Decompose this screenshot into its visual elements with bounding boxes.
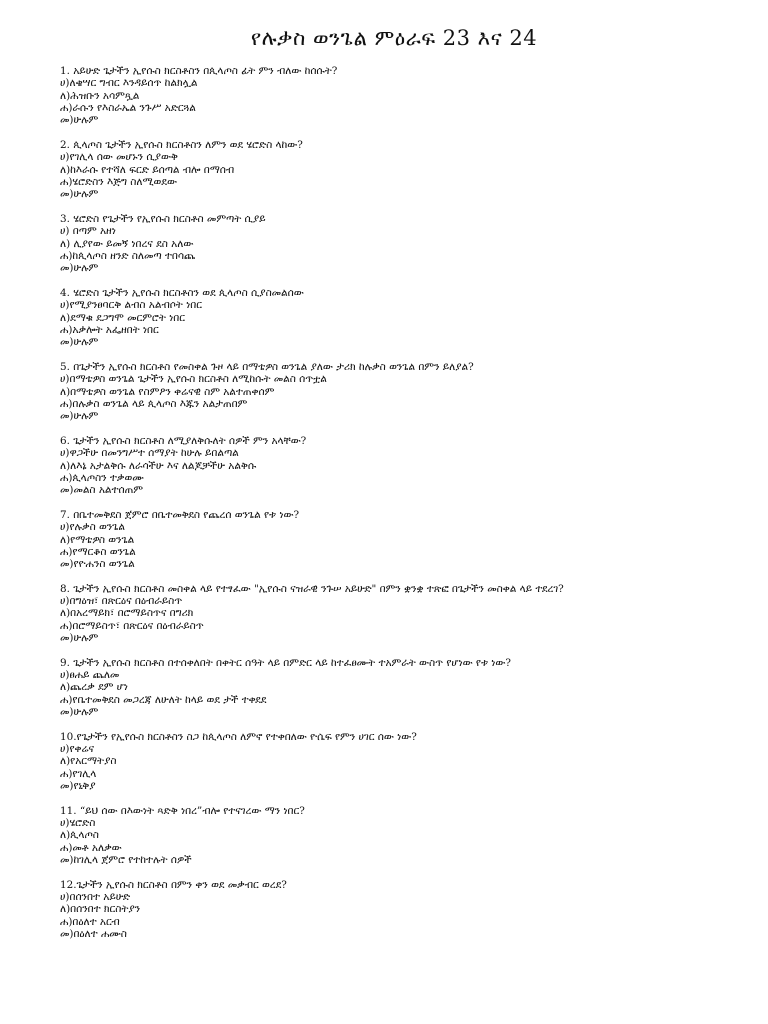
question-block (60, 139, 728, 200)
answer-option: ሐ)የማርቆስ ወንጌል (60, 545, 136, 558)
answer-option: ሀ)በሰንበተ አይሁድ (60, 891, 131, 904)
answer-option: ለ) ሊያየው ይመኝ ነበረና ደስ አለው (60, 237, 194, 250)
answer-option: መ)መልስ አልተሰጠም (60, 484, 143, 497)
page-title: የሉቃስ ወንጌል ምዕራፍ 23 እና 24 (250, 26, 538, 50)
answer-option: ሀ)በግዕዝ፣ በጽርዕና በዕብራይስጥ (60, 595, 183, 608)
answer-option: መ)ሁሉም (60, 188, 99, 201)
answer-option: ለ)የአርማትያስ (60, 755, 117, 768)
question-text: 11. “ይህ ሰው በእውነት ጻድቅ ነበረ”ብሎ የተናገረው ማን ነበር? (60, 804, 305, 817)
answer-option: ሐ)መቶ አለቃው (60, 841, 122, 854)
answer-option: ሐ)አቃሎት አፌዘበት ነበር (60, 323, 159, 336)
question-text: 6. ጌታችን ኢየሱስ ክርስቶስ ለሚያለቅሱለት ሰዎች ምን አላቸው? (60, 434, 307, 447)
question-text: 1. አይሁድ ጌታችን ኢየሱስ ክርስቶስን በጲላጦስ ፊት ምን ብለው ከሰሱት? (60, 65, 338, 77)
answer-option: ሀ)ሄሮድስ (60, 817, 96, 830)
question-block (60, 657, 728, 718)
answer-option: ሀ)ፀሐይ ጨለመ (60, 669, 120, 682)
question-block (60, 435, 728, 496)
answer-option: ሀ)ዋጋችሁ በመንግሥተ ሰማያት ከሁሉ ይበልጣል (60, 447, 239, 460)
question-text: 9. ጌታችን ኢየሱስ ክርስቶስ በተሰቀለበት በቀትር ሰዓት ላይ በምድር ላይ ከተፈፀሙት ተአምራት ውስጥ የሆነው የቱ ነው? (60, 656, 511, 669)
question-block (60, 731, 728, 792)
answer-option: ሐ)በሮማይስጥ፣ በጽርዕና በዕብራይስጥ (60, 619, 204, 632)
answer-option: ሐ)ጲላጦስን ተቃወሙ (60, 471, 144, 484)
answer-option: ሀ)የገሊላ ሰው መሆኑን ሲያውቅ (60, 151, 178, 164)
answer-option: ሀ)የቀሬና (60, 743, 95, 756)
question-text: 12.ጌታችን ኢየሱስ ክርስቶስ በምን ቀን ወደ መቃብር ወረደ? (60, 878, 287, 891)
question-text: 3. ሄሮድስ የጌታችን የኢየሱስ ክርስቶስ መምጣት ሲያይ (60, 212, 266, 225)
answer-option: ሐ)የቤተመቅደስ መጋረጃ ለሁለት ከላይ ወደ ታች ተቀደደ (60, 693, 267, 706)
question-block (60, 509, 728, 570)
question-block (60, 361, 728, 422)
answer-option: መ)ሁሉም (60, 336, 99, 349)
answer-option: ሐ)ራሱን የእስራኤል ንጉሥ አድርጓል (60, 101, 196, 114)
answer-option: ለ)ሕዝቡን አሳምጿል (60, 89, 140, 102)
answer-option: ሐ)በሉቃስ ወንጌል ላይ ጲላጦስ እጁን አልታጠበም (60, 397, 248, 410)
question-text: 5. በጌታችን ኢየሱስ ክርስቶስ የመስቀል ጉዞ ላይ በማቴዎስ ወንጌል ያለው ታሪክ ከሉቃስ ወንጌል በምን ይለያል? (60, 360, 474, 373)
answer-option: መ)ከገሊላ ጀምሮ የተከተሉት ሰዎች (60, 854, 192, 867)
answer-option: ለ)በአረማይክ፣ በሮማይስጥና በግሪክ (60, 607, 194, 620)
question-block (60, 805, 728, 866)
question-block (60, 287, 728, 348)
question-block (60, 879, 728, 940)
answer-option: መ)በዕለተ ሐሙስ (60, 928, 127, 941)
answer-option: ለ)በሰንበተ ክርስትያን (60, 903, 141, 916)
answer-option: ለ)ጲላጦስ (60, 829, 99, 842)
answer-option: ሐ)ከጲላጦስ ዘንድ ስለመጣ ተበሳጨ (60, 249, 196, 262)
question-text: 7. በቤተመቅደስ ጀምሮ በቤተመቅደስ የጨረሰ ወንጌል የቱ ነው? (60, 508, 300, 521)
answer-option: ለ)ከእራሱ የተሻለ ፍርድ ይሰጣል ብሎ በማሰብ (60, 163, 235, 176)
answer-option: መ)ሁሉም (60, 114, 99, 127)
question-block (60, 213, 728, 274)
question-text: 2. ጲላጦስ ጌታችን ኢየሱስ ክርስቶስን ለምን ወደ ሄሮድስ ላከው? (60, 138, 303, 151)
answer-option: ሀ)የሚያንፀባርቅ ልብስ አልብሶት ነበር (60, 299, 202, 312)
answer-option: መ)ሁሉም (60, 706, 99, 719)
answer-option: መ)የዮሐንስ ወንጌል (60, 558, 135, 571)
answer-option: ለ)ለእኔ አታልቅሱ ለራሳችሁ እና ለልጆቻችሁ አልቅሱ (60, 459, 257, 472)
answer-option: ለ)የማቴዎስ ወንጌል (60, 533, 135, 546)
answer-option: መ)የኒቅያ (60, 780, 96, 793)
answer-option: ለ)በማቴዎስ ወንጌል የስምዖን ቀሬናዊ ስም አልተጠቀሰም (60, 385, 275, 398)
question-text: 10.የጌታችን የኢየሱስ ክርስቶስን ስጋ ከጲላጦስ ለምኖ የተቀበለው ዮሴፍ የምን ሀገር ሰው ነው? (60, 730, 417, 743)
answer-option: ሐ)የገሊላ (60, 767, 97, 780)
question-block (60, 65, 728, 126)
answer-option: ሀ)በማቴዎስ ወንጌል ጌታችን ኢየሱስ ክርስቶስ ለሚከሱት መልስ ሰጥቷል (60, 373, 327, 386)
answer-option: ለ)ጨረቃ ደም ሆነ (60, 681, 128, 694)
question-text: 8. ጌታችን ኢየሱስ ክርስቶስ መስቀል ላይ የተፃፈው "ኢየሱስ ናዝራዊ ንጉሠ አይሁድ" በምን ቋንቋ ተጽፎ በጌታችን መስቀል ላይ ተደረገ? (60, 582, 564, 595)
answer-option: ሀ) በጣም አዘነ (60, 225, 116, 238)
answer-option: ለ)ደማቁ ደጋግሞ መርምሮት ነበር (60, 311, 185, 324)
answer-option: ሀ)ለቄሣር ግብር እንዳይሰጥ ከልክሏል (60, 77, 198, 90)
answer-option: ሐ)ሄሮድስን እጅግ ስለሚወደው (60, 175, 177, 188)
question-list (60, 65, 728, 940)
answer-option: ሀ)የሉቃስ ወንጌል (60, 521, 125, 534)
answer-option: መ)ሁሉም (60, 632, 99, 645)
question-text: 4. ሄሮድስ ጌታችን ኢየሱስ ክርስቶስን ወደ ጲላጦስ ሲያስመልሰው (60, 286, 304, 299)
answer-option: መ)ሁሉም (60, 410, 99, 423)
answer-option: መ)ሁሉም (60, 262, 99, 275)
answer-option: ሐ)በዕለተ አርብ (60, 915, 120, 928)
question-block (60, 583, 728, 644)
